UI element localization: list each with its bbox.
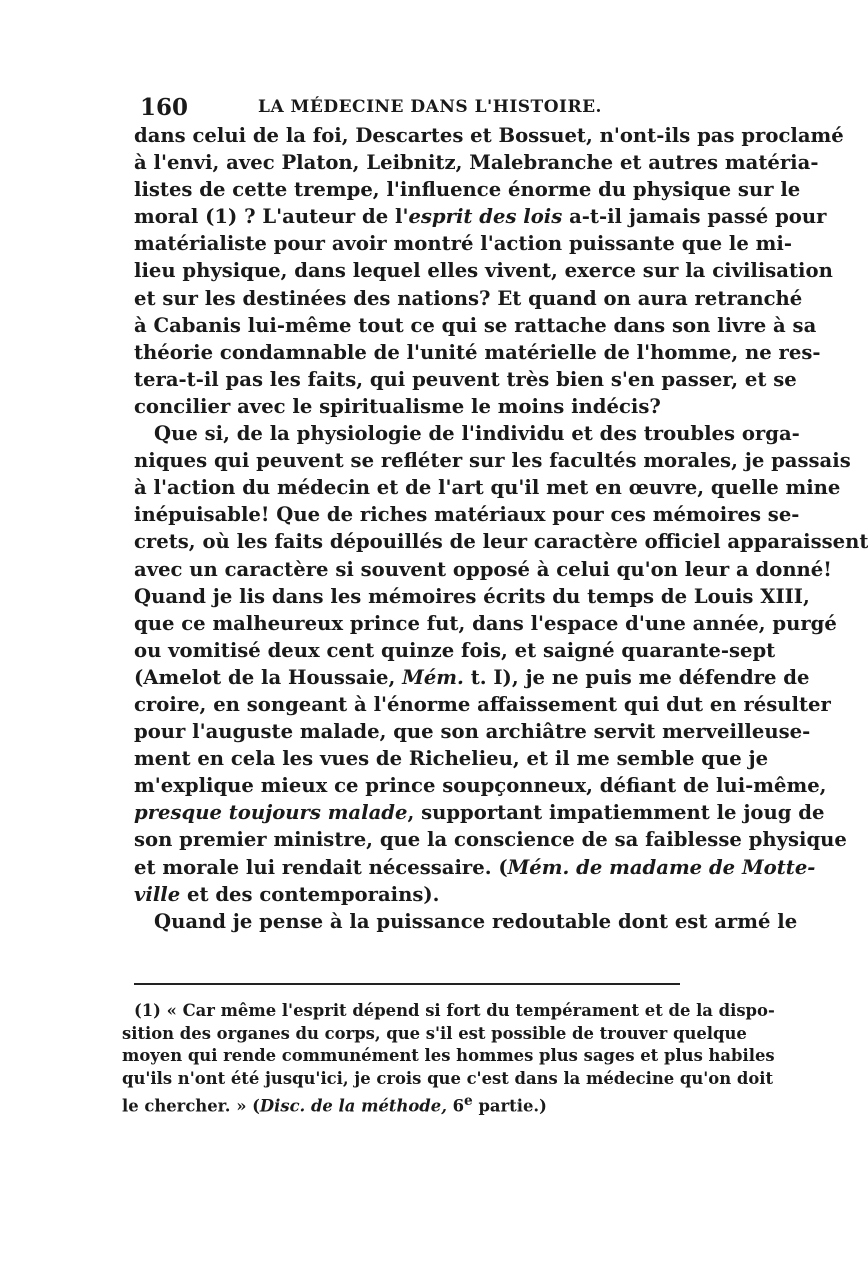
footnote-line — [122, 1090, 680, 1118]
footnote-line: (1) « Car même l'esprit dépend si fort du tempérament et de la dispo- — [134, 1001, 775, 1020]
text-span: , supportant impatiemment le joug de — [407, 801, 825, 825]
page-header — [140, 94, 680, 120]
text-line: que ce malheureux prince fut, dans l'espace d'une année, purgé — [134, 611, 837, 635]
running-title: LA MÉDECINE DANS L'HISTOIRE. — [258, 97, 602, 117]
text-span: 6 — [446, 1096, 465, 1116]
text-line: listes de cette trempe, l'influence énorme du physique sur le — [134, 178, 801, 202]
italic-citation: Disc. de la méthode, — [259, 1096, 447, 1116]
text-line: à Cabanis lui-même tout ce qui se rattache dans son livre à sa — [134, 313, 817, 337]
footnote-divider — [134, 983, 680, 985]
text-line: pour l'auguste malade, que son archiâtre servit merveilleuse- — [134, 720, 811, 744]
text-line: ment en cela les vues de Richelieu, et il me semble que je — [134, 747, 769, 771]
text-line: inépuisable! Que de riches matériaux pour ces mémoires se- — [134, 503, 800, 527]
text-line: son premier ministre, que la conscience de sa faiblesse physique — [134, 828, 847, 852]
text-line: matérialiste pour avoir montré l'action puissante que le mi- — [134, 232, 792, 256]
text-span: t. I), je ne puis me défendre de — [463, 665, 810, 689]
text-line — [134, 881, 679, 908]
paragraph-start-line: Que si, de la physiologie de l'individu et des troubles orga- — [154, 422, 800, 446]
text-span: le chercher. » ( — [122, 1096, 260, 1116]
text-line — [134, 203, 827, 230]
text-span: moral (1) ? L'auteur de l' — [134, 205, 409, 229]
text-span: et morale lui rendait nécessaire. ( — [134, 855, 508, 879]
paragraph-start-line: Quand je pense à la puissance redoutable dont est armé le — [154, 909, 798, 933]
text-line — [134, 664, 810, 691]
text-line: à l'envi, avec Platon, Leibnitz, Malebranche et autres matéria- — [134, 151, 819, 175]
text-line: ou vomitisé deux cent quinze fois, et saigné quarante-sept — [134, 638, 776, 662]
text-line: niques qui peuvent se refléter sur les facultés morales, je passais — [134, 449, 851, 473]
italic-citation: ville — [134, 882, 181, 906]
text-line: tera-t-il pas les faits, qui peuvent très bien s'en passer, et se — [134, 367, 797, 391]
text-line — [134, 799, 825, 826]
text-line: m'explique mieux ce prince soupçonneux, défiant de lui-même, — [134, 774, 827, 798]
footnote-line: sition des organes du corps, que s'il est possible de trouver quelque — [122, 1023, 747, 1043]
superscript: e — [464, 1093, 473, 1109]
footnote — [122, 1000, 775, 1118]
italic-phrase: presque toujours malade — [134, 801, 408, 825]
text-span: a-t-il jamais passé pour — [562, 205, 827, 229]
text-span: et des contemporains). — [180, 882, 440, 906]
italic-title: esprit des lois — [408, 205, 563, 229]
text-line: et sur les destinées des nations? Et quand on aura retranché — [134, 286, 803, 310]
italic-citation: Mém. de madame de Motte- — [507, 855, 816, 879]
text-span: partie.) — [472, 1096, 547, 1116]
body-text — [134, 122, 868, 935]
text-span: (Amelot de la Houssaie, — [134, 665, 403, 689]
text-line: avec un caractère si souvent opposé à celui qu'on leur a donné! — [134, 557, 832, 581]
text-line: théorie condamnable de l'unité matérielle de l'homme, ne res- — [134, 340, 821, 364]
text-line: à l'action du médecin et de l'art qu'il met en œuvre, quelle mine — [134, 476, 841, 500]
text-line: concilier avec le spiritualisme le moins indécis? — [134, 394, 661, 418]
page-number: 160 — [140, 94, 189, 121]
text-line — [134, 854, 816, 881]
italic-citation: Mém. — [402, 665, 464, 689]
text-line: Quand je lis dans les mémoires écrits du temps de Louis XIII, — [134, 584, 810, 608]
text-line: crets, où les faits dépouillés de leur caractère officiel apparaissent — [134, 530, 868, 554]
text-line: lieu physique, dans lequel elles vivent, exerce sur la civilisation — [134, 259, 833, 283]
footnote-line: moyen qui rende communément les hommes plus sages et plus habiles — [122, 1046, 775, 1065]
text-line: dans celui de la foi, Descartes et Bossuet, n'ont-ils pas proclamé — [134, 124, 844, 147]
text-line: croire, en songeant à l'énorme affaissement qui dut en résulter — [134, 692, 831, 716]
footnote-line: qu'ils n'ont été jusqu'ici, je crois que c'est dans la médecine qu'on doit — [122, 1068, 774, 1088]
